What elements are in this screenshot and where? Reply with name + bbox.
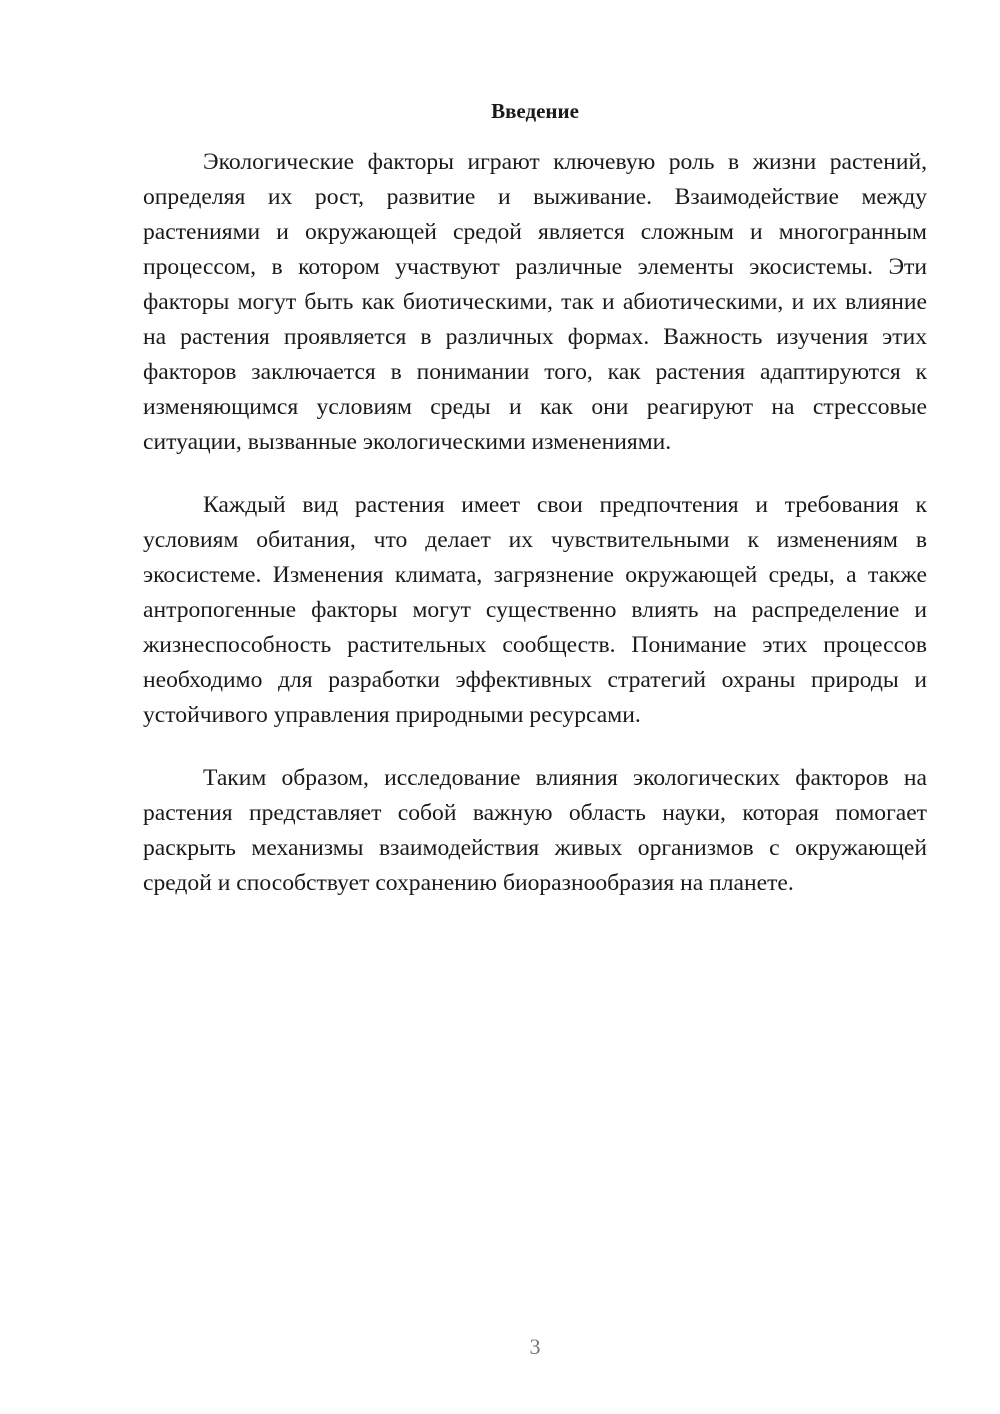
paragraph-2: Каждый вид растения имеет свои предпочтения и требования к условиям обитания, что делает их чувствительными к изменениям в экосистеме. Изменения климата, загрязнение окружающей среды, а также антропогенные факторы могут существенно влиять на распределение и жизнеспособность растительных сообществ. Понимание этих процессов необходимо для разработки эффективных стратегий охраны природы и устойчивого управления природными ресурсами. (143, 492, 927, 728)
body-text (143, 145, 927, 901)
paragraph-3: Таким образом, исследование влияния экологических факторов на растения представляет собой важную область науки, которая помогает раскрыть механизмы взаимодействия живых организмов с окружающей средой и способствует сохранению биоразнообразия на планете. (143, 765, 927, 896)
paragraph-1: Экологические факторы играют ключевую роль в жизни растений, определяя их рост, развитие и выживание. Взаимодействие между растениями и окружающей средой является сложным и многогранным процессом, в котором участвуют различные элементы экосистемы. Эти факторы могут быть как биотическими, так и абиотическими, и их влияние на растения проявляется в различных формах. Важность изучения этих факторов заключается в понимании того, как растения адаптируются к изменяющимся условиям среды и как они реагируют на стрессовые ситуации, вызванные экологическими изменениями. (143, 149, 927, 455)
page-number: 3 (529, 1334, 541, 1359)
section-heading: Введение (491, 99, 579, 123)
